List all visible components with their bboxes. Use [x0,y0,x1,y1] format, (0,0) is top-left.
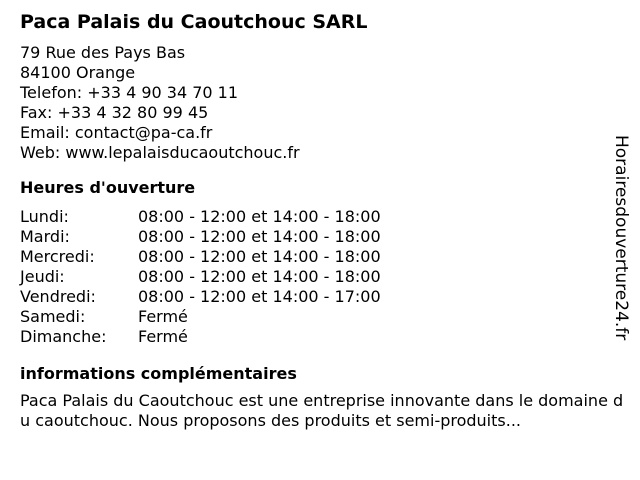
hours-value: 08:00 - 12:00 et 14:00 - 18:00 [138,207,381,226]
additional-info-text: Paca Palais du Caoutchouc est une entreprise innovante dans le domaine du caoutchouc. Nous proposons des produits et semi-produits... [20,391,624,430]
address-block [20,43,620,163]
day-label: Jeudi: [20,267,65,286]
hours-value: Fermé [138,307,188,326]
hours-row-sunday [20,327,620,347]
opening-hours-table [20,207,620,347]
additional-info-heading: informations complémentaires [20,364,297,383]
hours-row-thursday [20,267,620,287]
hours-value: 08:00 - 12:00 et 14:00 - 18:00 [138,227,381,246]
day-label: Samedi: [20,307,86,326]
hours-value: Fermé [138,327,188,346]
website-line: Web: www.lepalaisducaoutchouc.fr [20,143,300,162]
city-line: 84100 Orange [20,63,136,82]
day-label: Vendredi: [20,287,96,306]
hours-value: 08:00 - 12:00 et 14:00 - 18:00 [138,267,381,286]
hours-row-tuesday [20,227,620,247]
hours-row-saturday [20,307,620,327]
site-watermark: Horairesdouverture24.fr [611,135,631,341]
hours-value: 08:00 - 12:00 et 14:00 - 18:00 [138,247,381,266]
hours-row-friday [20,287,620,307]
street-address: 79 Rue des Pays Bas [20,43,186,62]
hours-row-monday [20,207,620,227]
hours-row-wednesday [20,247,620,267]
phone-line: Telefon: +33 4 90 34 70 11 [20,83,239,102]
opening-hours-heading: Heures d'ouverture [20,178,196,197]
fax-line: Fax: +33 4 32 80 99 45 [20,103,209,122]
day-label: Mardi: [20,227,70,246]
day-label: Dimanche: [20,327,107,346]
company-name: Paca Palais du Caoutchouc SARL [20,11,368,33]
hours-value: 08:00 - 12:00 et 14:00 - 17:00 [138,287,381,306]
day-label: Lundi: [20,207,69,226]
email-line: Email: contact@pa-ca.fr [20,123,213,142]
day-label: Mercredi: [20,247,95,266]
